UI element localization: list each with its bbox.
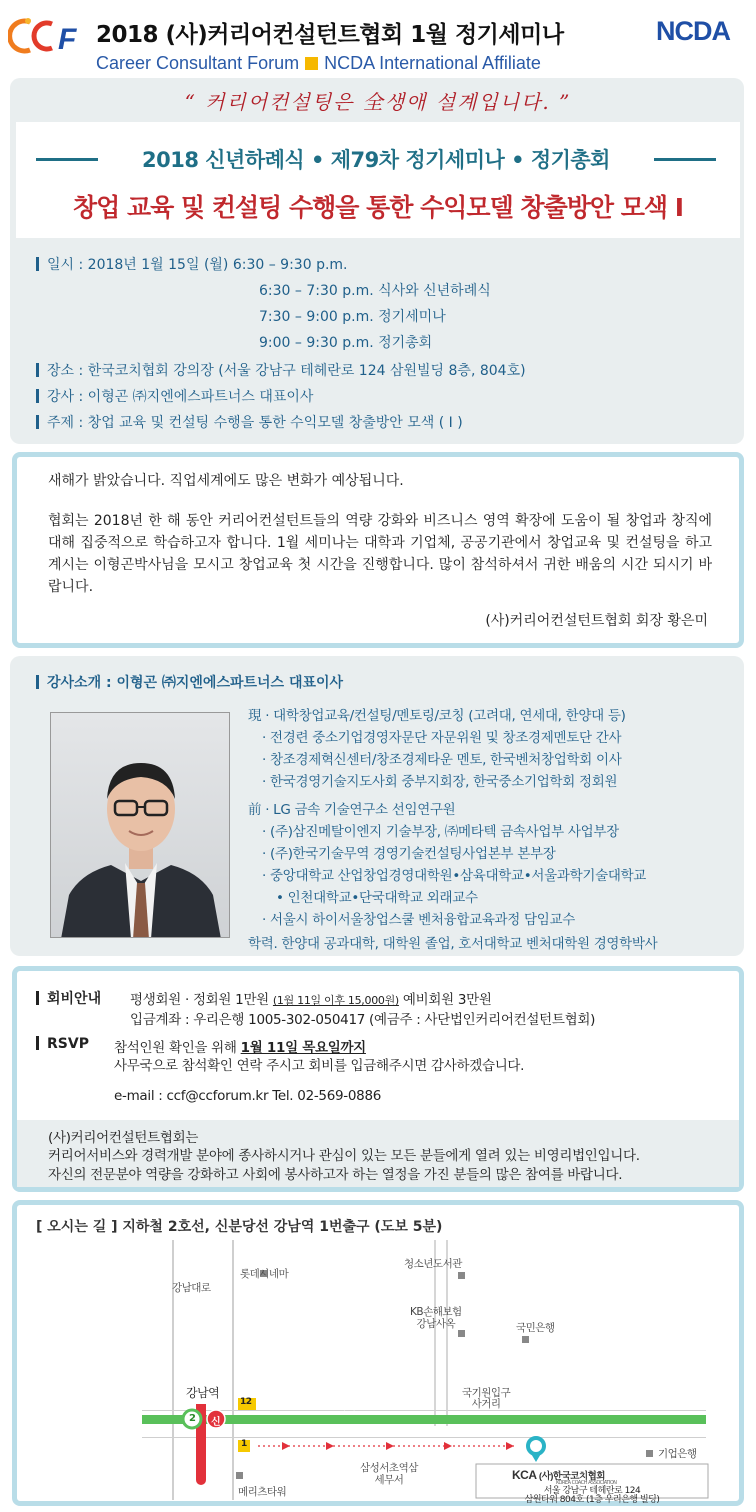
kca-name: (사)한국코치협회: [538, 1471, 605, 1482]
bullet-bar-icon: [36, 675, 39, 689]
landmark-marker: [522, 1336, 529, 1343]
event-date: [36, 254, 348, 274]
career-item: · (주)삼진메탈이엔지 기술부장, ㈜메타텍 금속사업부 사업부장: [262, 824, 619, 840]
forum-name: Career Consultant Forum: [96, 53, 300, 73]
map-label-youth-library: 청소년도서관: [404, 1258, 462, 1270]
rsvp-deadline: 1월 11일 목요일까지: [240, 1040, 366, 1056]
directions-title: [ 오시는 길 ] 지하철 2호선, 신분당선 강남역 1번출구 (도보 5분): [36, 1219, 443, 1235]
event-speaker-text: 강사 : 이형곤 ㈜지엔에스파트너스 대표이사: [47, 389, 314, 405]
exit-1-badge: 1: [241, 1439, 247, 1449]
ncda-logo: NCDA: [656, 16, 730, 46]
education-item: 학력. 한양대 공과대학, 대학원 졸업, 호서대학교 벤처대학원 경영학박사: [248, 936, 658, 952]
slogan: “ 커리어컨설팅은 全생애 설계입니다. ”: [184, 90, 572, 114]
map-label-teheran: 테헤란로: [336, 1400, 375, 1412]
event-date-text: 일시 : 2018년 1월 15일 (월) 6:30 – 9:30 p.m.: [47, 257, 348, 273]
map-label-lotte: 롯데시네마: [240, 1268, 289, 1280]
map-overlay: [36, 1240, 726, 1500]
map-label-kookmin: 국민은행: [516, 1322, 555, 1334]
event-topic-text: 주제 : 창업 교육 및 컨설팅 수행을 통한 수익모델 창출방안 모색 ( I ): [47, 415, 463, 431]
bank-account: 입금계좌 : 우리은행 1005-302-050417 (예금주 : 사단법인커리어컨설턴트협회): [130, 1012, 596, 1028]
bullet-bar-icon: [36, 415, 39, 429]
career-item: • 인천대학교•단국대학교 외래교수: [276, 890, 478, 906]
career-item: · 중앙대학교 산업창업경영대학원•삼육대학교•서울과학기술대학교: [262, 868, 647, 884]
map-label-meritz: 메리츠타워: [238, 1486, 287, 1498]
about-line: (사)커리어컨설턴트협회는: [48, 1130, 199, 1146]
career-item: 現 · 대학창업교육/컨설팅/멘토링/코칭 (고려대, 연세대, 한양대 등): [248, 708, 626, 724]
schedule-item: 9:00 – 9:30 p.m. 정기총회: [259, 335, 433, 351]
exit-12-badge: 12: [240, 1397, 252, 1407]
career-item: 前 · LG 금속 기술연구소 선임연구원: [248, 802, 456, 818]
event-subtitle: 2018 신년하례식 • 제79차 정기세미나 • 정기총회: [142, 148, 610, 172]
kca-logo-text: KCA: [512, 1468, 537, 1482]
career-item: · 서울시 하이서울창업스쿨 벤처융합교육과정 담임교수: [262, 912, 575, 928]
career-item: · 전경련 중소기업경영자문단 자문위원 및 창조경제멘토단 간사: [262, 730, 622, 746]
header-subtitle: [96, 53, 541, 74]
schedule-item: 7:30 – 9:00 p.m. 정기세미나: [259, 309, 446, 325]
schedule-item: 6:30 – 7:30 p.m. 식사와 신년하례식: [259, 283, 491, 299]
kca-english-name: KOREA COACH ASSOCIATION: [556, 1480, 617, 1486]
svg-text:F: F: [58, 23, 77, 56]
rsvp-instruction: 사무국으로 참석확인 연락 주시고 회비를 입금해주시면 감사하겠습니다.: [114, 1058, 525, 1074]
shinbundang-badge: 신: [211, 1417, 221, 1428]
speaker-portrait-icon: [51, 713, 230, 938]
kca-address-line: 삼원타워 804호 (1층 우리은행 빌딩): [524, 1495, 660, 1505]
fee-label-text: 회비안내: [47, 991, 102, 1007]
career-item: · 한국경영기술지도사회 중부지회장, 한국중소기업학회 정회원: [262, 774, 618, 790]
greeting-signature: (사)커리어컨설턴트협회 회장 황은미: [485, 613, 708, 629]
about-line: 커리어서비스와 경력개발 분야에 종사하시거나 관심이 있는 모든 분들에게 열려 있는 비영리법인입니다.: [48, 1148, 640, 1164]
header-title: 2018 (사)커리어컨설턴트협회 1월 정기세미나: [96, 22, 564, 48]
bullet-bar-icon: [36, 257, 39, 271]
landmark-marker: [236, 1472, 243, 1479]
rsvp-line: [114, 1036, 366, 1056]
greeting-paragraph: 협회는 2018년 한 해 동안 커리어컨설턴트들의 역량 강화와 비즈니스 영역 확장에 도움이 될 창업과 창직에 대해 집중적으로 학습하고자 합니다. 1월 세미나는 대학과 기업체, 공공기관에서 창업교육 및 컨설팅을 하고 계시는 이형곤박사님을 모시고 창업교육 첫 시간을 진행합니다. 많이 참석하셔서 귀한 배움의 시간 되시기 바랍니다.: [48, 513, 712, 595]
map-label-gangnam-daero: 강남대로: [172, 1282, 211, 1294]
event-speaker: [36, 386, 313, 406]
speaker-photo: [50, 712, 230, 938]
ccf-logo: [8, 16, 86, 56]
fee-late: (1월 11일 이후 15,000원): [272, 994, 399, 1007]
speaker-heading-text: 강사소개 : 이형곤 ㈜지엔에스파트너스 대표이사: [47, 675, 344, 691]
event-topic: [36, 412, 463, 432]
bullet-bar-icon: [36, 363, 39, 377]
fee-label: [36, 988, 101, 1008]
greeting-paragraph: 새해가 밝았습니다. 직업세계에도 많은 변화가 예상됩니다.: [48, 473, 404, 489]
rsvp-label-text: RSVP: [47, 1036, 89, 1052]
bullet-bar-icon: [36, 1036, 39, 1050]
page-header: [0, 0, 756, 78]
fee-line: [130, 988, 492, 1008]
speaker-heading: [36, 672, 343, 692]
landmark-marker: [646, 1450, 653, 1457]
rsvp-text: 참석인원 확인을 위해: [114, 1040, 241, 1056]
fee-regular: 평생회원 · 정회원 1만원: [130, 992, 273, 1008]
map-label-ibk: 기업은행: [658, 1448, 697, 1460]
landmark-marker: [458, 1272, 465, 1279]
bullet-bar-icon: [36, 991, 39, 1005]
fee-associate: 예비회원 3만원: [398, 992, 492, 1008]
about-line: 자신의 전문분야 역량을 강화하고 사회에 봉사하고자 하는 열정을 가진 분들의 많은 참여를 바랍니다.: [48, 1167, 623, 1183]
event-venue-text: 장소 : 한국코치협회 강의장 (서울 강남구 테헤란로 124 삼원빌딩 8층, 804호): [47, 363, 526, 379]
landmark-marker: [458, 1330, 465, 1337]
career-item: · 창조경제혁신센터/창조경제타운 멘토, 한국벤처창업학회 이사: [262, 752, 622, 768]
kca-address-line: 서울 강남구 테헤란로 124: [543, 1486, 641, 1496]
rsvp-label: [36, 1036, 89, 1052]
contact-info: e-mail : ccf@ccforum.kr Tel. 02-569-0886: [114, 1088, 382, 1104]
square-icon: [305, 57, 318, 70]
affiliate-name: NCDA International Affiliate: [324, 53, 541, 73]
map-label-kb: KB손해보험 강남사옥: [410, 1306, 462, 1330]
event-title: 창업 교육 및 컨설팅 수행을 통한 수익모델 창출방안 모색 I: [72, 193, 684, 222]
map-label-intersection: 국기원입구 사거리: [462, 1387, 511, 1410]
map-label-gangnam-station: 강남역: [186, 1386, 220, 1400]
line-2-badge: 2: [189, 1413, 196, 1424]
map-label-tax-office: 삼성서초역삼 세무서: [360, 1462, 418, 1486]
event-venue: [36, 360, 526, 380]
career-item: · (주)한국기술무역 경영기술컨설팅사업본부 본부장: [262, 846, 556, 862]
title-rule-right: [654, 158, 716, 161]
title-rule-left: [36, 158, 98, 161]
location-map: [36, 1240, 726, 1505]
bullet-bar-icon: [36, 389, 39, 403]
